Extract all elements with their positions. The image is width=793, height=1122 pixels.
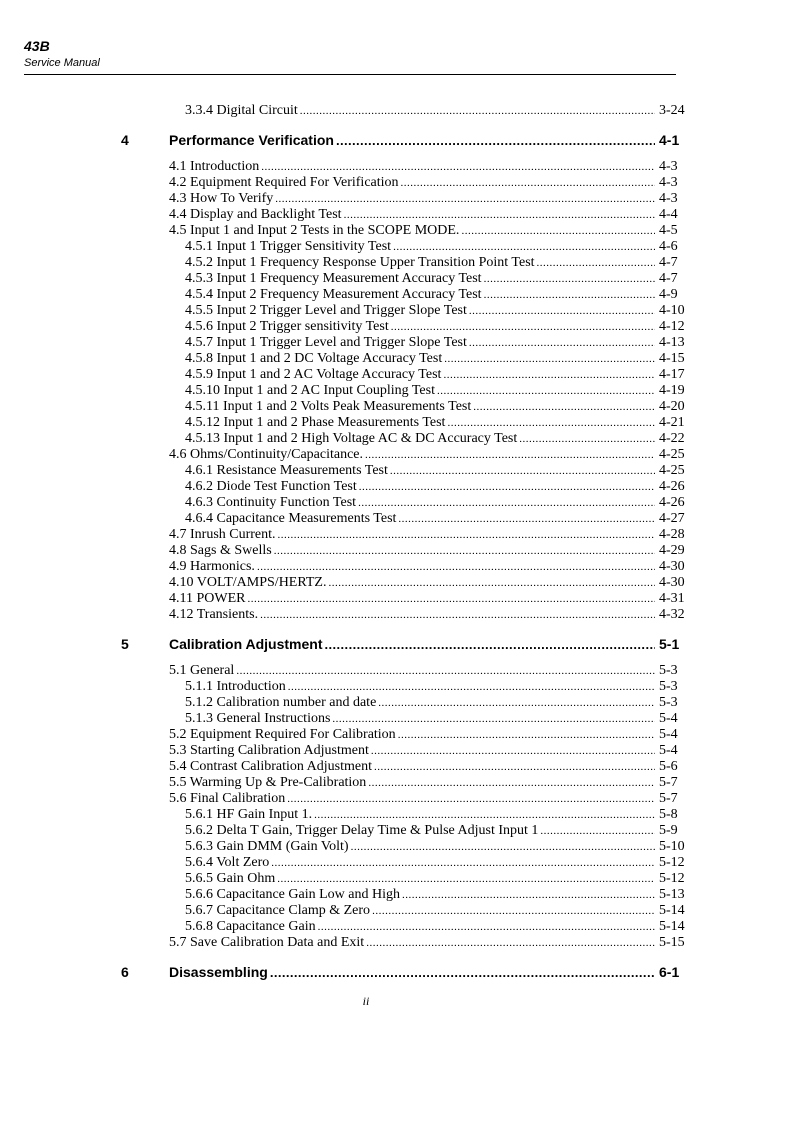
toc-entry[interactable]: [169, 743, 697, 759]
toc-entry-label: 4.5 Input 1 and Input 2 Tests in the SCOPE MODE.: [169, 223, 460, 238]
toc-entry[interactable]: [185, 319, 697, 335]
dot-leader: [398, 511, 655, 527]
toc-entry-label: 4.9 Harmonics.: [169, 559, 255, 574]
toc-entry[interactable]: [169, 175, 697, 191]
dot-leader: [314, 807, 655, 823]
toc-page-number: 4-1: [659, 132, 680, 148]
dot-leader: [391, 319, 655, 335]
dot-leader: [287, 791, 655, 807]
dot-leader: [277, 871, 655, 887]
toc-page-number: 5-15: [659, 935, 685, 950]
dot-leader: [336, 132, 655, 150]
toc-entry-label: 5.6.1 HF Gain Input 1.: [185, 807, 313, 822]
toc-entry[interactable]: [185, 855, 697, 871]
toc-entry-label: 4.2 Equipment Required For Verification: [169, 175, 399, 190]
toc-entry[interactable]: [169, 559, 697, 575]
dot-leader: [288, 679, 655, 695]
dot-leader: [325, 636, 656, 654]
toc-entry-label: 5.6.7 Capacitance Clamp & Zero: [185, 903, 371, 918]
dot-leader: [484, 287, 655, 303]
dot-leader: [236, 663, 655, 679]
toc-page-number: 4-13: [659, 335, 685, 350]
toc-page-number: 4-30: [659, 575, 685, 590]
toc-page-number: 5-9: [659, 823, 678, 838]
toc-entry[interactable]: [169, 663, 697, 679]
toc-entry-label: 4.6.3 Continuity Function Test: [185, 495, 357, 510]
toc-entry[interactable]: [169, 935, 697, 951]
toc-entry-label: 4.6 Ohms/Continuity/Capacitance.: [169, 447, 364, 462]
toc-entry-label: 4.5.5 Input 2 Trigger Level and Trigger Slope Test: [185, 303, 467, 318]
toc-entry[interactable]: [169, 775, 697, 791]
toc-entry[interactable]: [169, 207, 697, 223]
toc-page-number: 5-4: [659, 711, 678, 726]
toc-entry[interactable]: [169, 575, 697, 591]
dot-leader: [344, 207, 655, 223]
toc-entry[interactable]: [185, 255, 697, 271]
page-number: ii: [362, 994, 370, 1008]
dot-leader: [271, 855, 655, 871]
toc-entry[interactable]: [185, 303, 697, 319]
toc-page-number: 4-7: [659, 271, 678, 286]
dot-leader: [300, 103, 655, 119]
dot-leader: [278, 527, 655, 543]
toc-entry[interactable]: [169, 159, 697, 175]
toc-entry-label: 5.6.5 Gain Ohm: [185, 871, 276, 886]
toc-entry[interactable]: [185, 239, 697, 255]
toc-page-number: 4-12: [659, 319, 685, 334]
toc-entry-label: 4.12 Transients.: [169, 607, 259, 622]
toc-entry[interactable]: [169, 543, 697, 559]
toc-entry[interactable]: [185, 807, 697, 823]
dot-leader: [270, 964, 655, 982]
dot-leader: [378, 695, 655, 711]
toc-entry-label: 5.3 Starting Calibration Adjustment: [169, 743, 369, 758]
toc-entry[interactable]: [185, 695, 697, 711]
dot-leader: [261, 159, 655, 175]
toc-entry-label: 5.5 Warming Up & Pre-Calibration: [169, 775, 367, 790]
toc-entry-label: 4.1 Introduction: [169, 159, 260, 174]
toc-page-number: 4-15: [659, 351, 685, 366]
toc-entry-label: 5.6.8 Capacitance Gain: [185, 919, 316, 934]
toc-entry[interactable]: [185, 271, 697, 287]
toc-entry-label: 5.7 Save Calibration Data and Exit: [169, 935, 365, 950]
dot-leader: [461, 223, 655, 239]
dot-leader: [366, 935, 655, 951]
toc-page-number: 4-20: [659, 399, 685, 414]
toc-entry-label: 5.6.4 Volt Zero: [185, 855, 270, 870]
dot-leader: [318, 919, 655, 935]
toc-entry-label: 4.6.4 Capacitance Measurements Test: [185, 511, 397, 526]
toc-page-number: 5-7: [659, 775, 678, 790]
toc-entry-label: 5.1.3 General Instructions: [185, 711, 331, 726]
dot-leader: [274, 543, 655, 559]
toc-page-number: 4-7: [659, 255, 678, 270]
toc-entry-label: 4.6.1 Resistance Measurements Test: [185, 463, 388, 478]
toc-entry-label: 4.5.7 Input 1 Trigger Level and Trigger Slope Test: [185, 335, 467, 350]
toc-page-number: 5-12: [659, 871, 685, 886]
dot-leader: [351, 839, 655, 855]
dot-leader: [393, 239, 655, 255]
toc-page-number: 4-26: [659, 479, 685, 494]
dot-leader: [328, 575, 655, 591]
dot-leader: [359, 479, 655, 495]
toc-page-number: 5-1: [659, 636, 680, 652]
toc-entry[interactable]: [185, 415, 697, 431]
toc-entry-label: 5.1.1 Introduction: [185, 679, 286, 694]
toc-page-number: 4-25: [659, 447, 685, 462]
toc-page-number: 4-3: [659, 191, 678, 206]
dot-leader: [484, 271, 655, 287]
dot-leader: [469, 335, 655, 351]
dot-leader: [444, 351, 655, 367]
toc-chapter[interactable]: [121, 635, 697, 653]
toc-entry[interactable]: [185, 711, 697, 727]
toc-page-number: 5-4: [659, 727, 678, 742]
toc-entry-label: 4.4 Display and Backlight Test: [169, 207, 342, 222]
toc-entry-label: 4.6.2 Diode Test Function Test: [185, 479, 357, 494]
toc-page-number: 4-3: [659, 159, 678, 174]
toc-page-number: 4-30: [659, 559, 685, 574]
toc-entry[interactable]: [169, 191, 697, 207]
toc-entry-label: 5.6.2 Delta T Gain, Trigger Delay Time & Pulse Adjust Input 1: [185, 823, 539, 838]
toc-page-number: 5-8: [659, 807, 678, 822]
dot-leader: [443, 367, 655, 383]
toc-entry[interactable]: [169, 591, 697, 607]
toc-page-number: 5-10: [659, 839, 685, 854]
toc-page-number: 5-3: [659, 695, 678, 710]
toc-entry[interactable]: [185, 479, 697, 495]
toc-page-number: 4-6: [659, 239, 678, 254]
dot-leader: [401, 175, 655, 191]
toc-page-number: 5-3: [659, 663, 678, 678]
toc-entry-label: 4.5.13 Input 1 and 2 High Voltage AC & DC Accuracy Test: [185, 431, 518, 446]
toc-entry-label: 4.5.4 Input 2 Frequency Measurement Accuracy Test: [185, 287, 482, 302]
toc-entry-label: 5.6 Final Calibration: [169, 791, 286, 806]
toc-entry[interactable]: [185, 887, 697, 903]
toc-entry[interactable]: [169, 607, 697, 623]
toc-entry-label: 4.10 VOLT/AMPS/HERTZ.: [169, 575, 327, 590]
toc-entry-label: 4.7 Inrush Current.: [169, 527, 276, 542]
dot-leader: [365, 447, 655, 463]
toc-entry-label: 4.11 POWER: [169, 591, 246, 606]
dot-leader: [371, 743, 655, 759]
dot-leader: [247, 591, 655, 607]
toc-chapter[interactable]: [121, 963, 697, 981]
toc-entry-label: 4.3 How To Verify: [169, 191, 274, 206]
toc-entry-label: 4.5.12 Input 1 and 2 Phase Measurements Test: [185, 415, 446, 430]
toc-entry-label: 4.8 Sags & Swells: [169, 543, 272, 558]
toc-page-number: 5-14: [659, 903, 685, 918]
toc-page-number: 4-31: [659, 591, 685, 606]
toc-page-number: 4-3: [659, 175, 678, 190]
toc-entry[interactable]: [185, 383, 697, 399]
toc-page-number: 4-22: [659, 431, 685, 446]
dot-leader: [257, 559, 655, 575]
dot-leader: [437, 383, 655, 399]
toc-entry-label: 5.1 General: [169, 663, 235, 678]
toc-entry[interactable]: [169, 447, 697, 463]
toc-entry[interactable]: [185, 351, 697, 367]
toc-page-number: 5-6: [659, 759, 678, 774]
toc-entry[interactable]: [185, 103, 697, 119]
toc-entry[interactable]: [169, 223, 697, 239]
dot-leader: [332, 711, 655, 727]
toc-page-number: 4-4: [659, 207, 678, 222]
dot-leader: [260, 607, 655, 623]
toc-entry[interactable]: [169, 791, 697, 807]
toc-entry[interactable]: [185, 495, 697, 511]
toc-page-number: 4-27: [659, 511, 685, 526]
toc-entry[interactable]: [185, 287, 697, 303]
dot-leader: [473, 399, 655, 415]
toc-entry[interactable]: [185, 431, 697, 447]
toc-entry-label: 5.6.3 Gain DMM (Gain Volt): [185, 839, 349, 854]
toc-page-number: 5-12: [659, 855, 685, 870]
toc-entry-label: 3.3.4 Digital Circuit: [185, 103, 298, 118]
toc-entry[interactable]: [185, 335, 697, 351]
dot-leader: [402, 887, 655, 903]
toc-page-number: 4-32: [659, 607, 685, 622]
toc-page-number: 5-14: [659, 919, 685, 934]
toc-page-number: 4-9: [659, 287, 678, 302]
toc-page-number: 5-3: [659, 679, 678, 694]
dot-leader: [537, 255, 655, 271]
toc-page-number: 4-17: [659, 367, 685, 382]
toc-page-number: 3-24: [659, 103, 685, 118]
toc-entry-label: Performance Verification: [169, 132, 334, 148]
toc-entry[interactable]: [185, 839, 697, 855]
dot-leader: [275, 191, 655, 207]
dot-leader: [540, 823, 655, 839]
toc-entry[interactable]: [185, 903, 697, 919]
toc-entry-label: 4.5.8 Input 1 and 2 DC Voltage Accuracy Test: [185, 351, 443, 366]
toc-chapter-number: 4: [121, 132, 129, 148]
toc-entry[interactable]: [185, 679, 697, 695]
toc-entry[interactable]: [185, 511, 697, 527]
toc-entry-label: Calibration Adjustment: [169, 636, 323, 652]
manual-subtitle: Service Manual: [24, 57, 100, 69]
toc-entry[interactable]: [185, 871, 697, 887]
toc-page-number: 4-19: [659, 383, 685, 398]
toc-chapter[interactable]: [121, 131, 697, 149]
toc-page-number: 4-5: [659, 223, 678, 238]
toc-page-number: 4-25: [659, 463, 685, 478]
manual-model: 43B: [24, 38, 50, 54]
toc-entry-label: 4.5.2 Input 1 Frequency Response Upper Transition Point Test: [185, 255, 535, 270]
toc-entry-label: 4.5.1 Input 1 Trigger Sensitivity Test: [185, 239, 392, 254]
toc-entry-label: 4.5.6 Input 2 Trigger sensitivity Test: [185, 319, 389, 334]
toc-page-number: 5-7: [659, 791, 678, 806]
toc-page-number: 4-29: [659, 543, 685, 558]
dot-leader: [469, 303, 655, 319]
dot-leader: [519, 431, 655, 447]
toc-entry[interactable]: [185, 367, 697, 383]
toc-entry-label: 5.1.2 Calibration number and date: [185, 695, 377, 710]
toc-page-number: 4-21: [659, 415, 685, 430]
toc-entry[interactable]: [169, 727, 697, 743]
toc-page-number: 4-28: [659, 527, 685, 542]
toc-entry[interactable]: [169, 759, 697, 775]
toc-page-number: 5-4: [659, 743, 678, 758]
toc-entry[interactable]: [185, 463, 697, 479]
toc-chapter-number: 5: [121, 636, 129, 652]
toc-entry-label: 5.4 Contrast Calibration Adjustment: [169, 759, 372, 774]
toc-entry-label: 4.5.9 Input 1 and 2 AC Voltage Accuracy Test: [185, 367, 442, 382]
dot-leader: [398, 727, 655, 743]
toc-entry-label: 5.6.6 Capacitance Gain Low and High: [185, 887, 400, 902]
dot-leader: [372, 903, 655, 919]
dot-leader: [358, 495, 655, 511]
toc-entry[interactable]: [185, 919, 697, 935]
toc-entry-label: 4.5.10 Input 1 and 2 AC Input Coupling Test: [185, 383, 435, 398]
dot-leader: [374, 759, 655, 775]
toc-chapter-number: 6: [121, 964, 129, 980]
dot-leader: [447, 415, 655, 431]
toc-page-number: 6-1: [659, 964, 680, 980]
toc-entry[interactable]: [185, 399, 697, 415]
toc-entry-label: 5.2 Equipment Required For Calibration: [169, 727, 396, 742]
toc-entry[interactable]: [185, 823, 697, 839]
toc-page-number: 5-13: [659, 887, 685, 902]
toc-page-number: 4-26: [659, 495, 685, 510]
toc-entry-label: 4.5.3 Input 1 Frequency Measurement Accuracy Test: [185, 271, 482, 286]
dot-leader: [368, 775, 655, 791]
dot-leader: [390, 463, 655, 479]
toc-entry[interactable]: [169, 527, 697, 543]
toc-page-number: 4-10: [659, 303, 685, 318]
toc-entry-label: 4.5.11 Input 1 and 2 Volts Peak Measurements Test: [185, 399, 472, 414]
toc-entry-label: Disassembling: [169, 964, 268, 980]
